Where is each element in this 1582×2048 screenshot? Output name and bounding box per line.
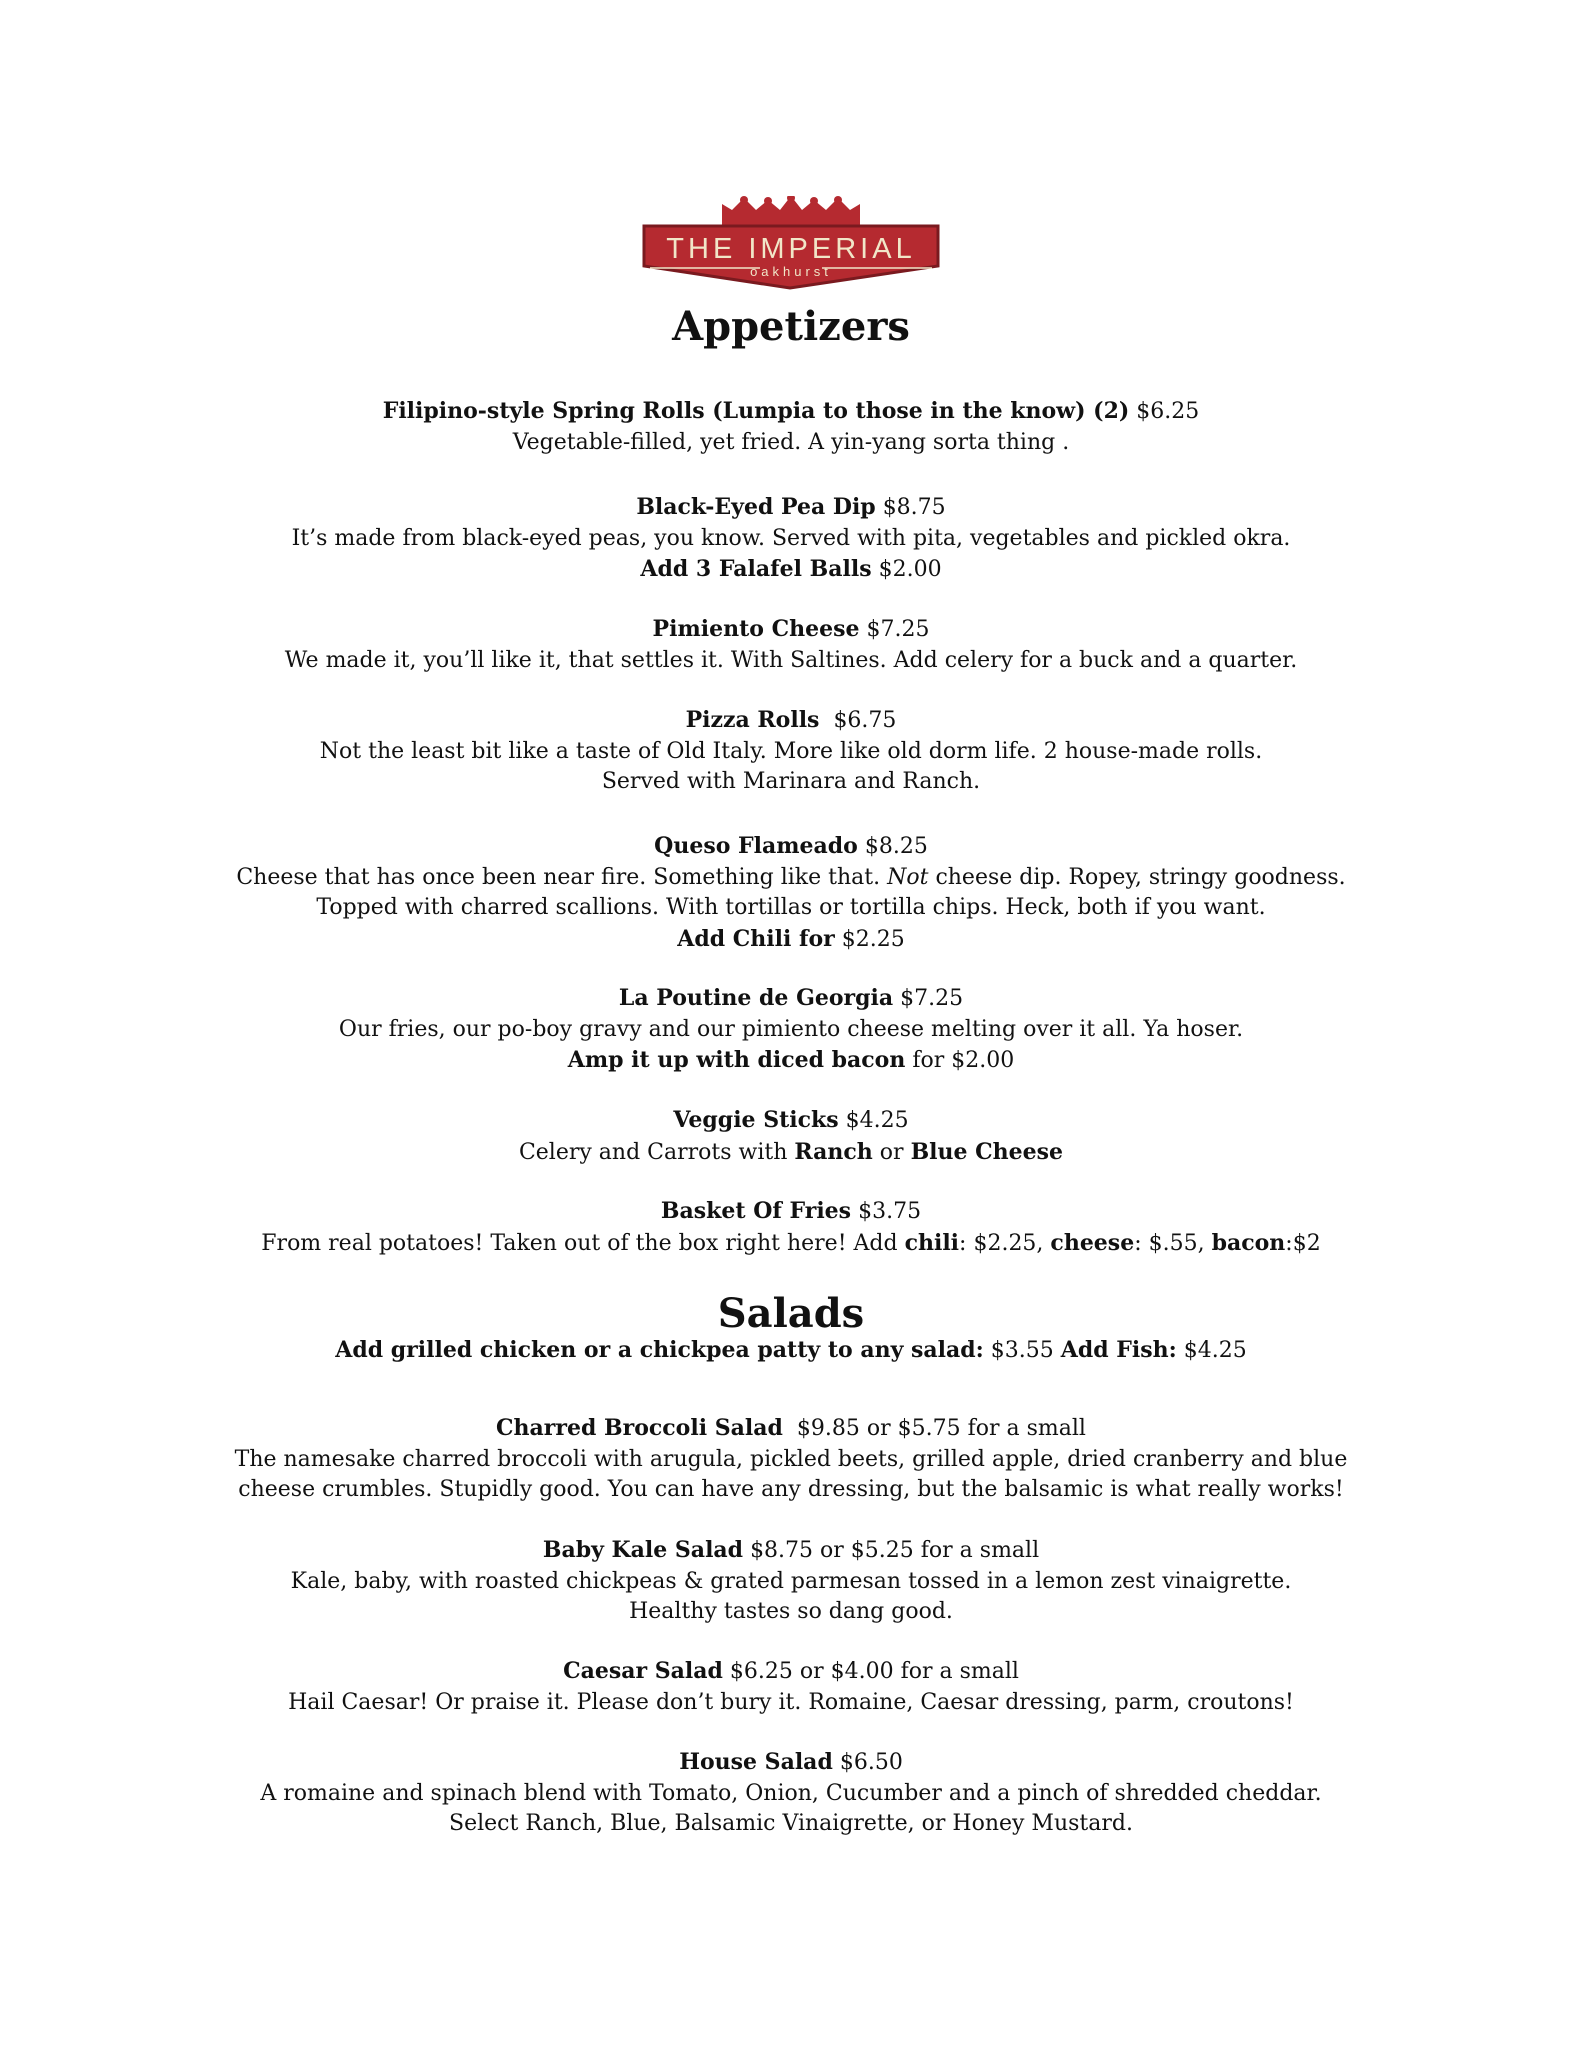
item-addon-label: Add 3 Falafel Balls [640,556,872,582]
item-name: Charred Broccoli Salad [496,1415,783,1441]
item-name: Queso Flameado [654,833,858,859]
menu-item-veggie-sticks [60,1105,1522,1168]
item-description: cheese crumbles. Stupidly good. You can have any dressing, but the balsamic is what really works! [238,1477,1344,1502]
item-description: Select Ranch, Blue, Balsamic Vinaigrette, or Honey Mustard. [449,1811,1133,1836]
item-description: Vegetable-filled, yet fried. A yin-yang sorta thing . [512,429,1070,455]
item-addon-label: Amp it up with diced bacon [567,1047,906,1073]
item-price: $6.75 [833,708,897,733]
item-description: It’s made from black-eyed peas, you know. Served with pita, vegetables and pickled okra. [291,525,1291,551]
item-description: Kale, baby, with roasted chickpeas & grated parmesan tossed in a lemon zest vinaigrette. [290,1568,1292,1594]
item-price: $8.75 or $5.25 for a small [750,1538,1040,1563]
menu-item-house-salad [60,1747,1522,1840]
salad-addons [60,1335,1522,1367]
item-description: Celery and Carrots with Ranch or Blue Cheese [518,1138,1064,1165]
item-price: $6.50 [839,1750,903,1775]
appetizers-heading: Appetizers [672,303,910,350]
item-description: Cheese that has once been near fire. Something like that. Not cheese dip. Ropey, stringy goodness. [236,864,1346,890]
menu-item-black-eyed-pea-dip [60,492,1522,586]
item-description: A romaine and spinach blend with Tomato, Onion, Cucumber and a pinch of shredded cheddar. [260,1780,1322,1806]
item-price: $8.25 [864,834,928,859]
item-price: $9.85 or $5.75 for a small [796,1416,1086,1441]
addon-price: $3.55 [990,1338,1054,1363]
item-addon-price: for $2.00 [912,1048,1015,1073]
item-price: $3.75 [858,1199,922,1224]
item-description: We made it, you’ll like it, that settles it. With Saltines. Add celery for a buck and a quarter. [284,647,1298,673]
item-price: $4.25 [845,1108,909,1133]
addon-label: Add grilled chicken or a chickpea patty to any salad: [335,1337,984,1363]
item-price: $6.25 [1136,399,1200,424]
restaurant-logo [640,196,942,292]
item-addon-price: $2.25 [841,926,905,952]
item-name: Caesar Salad [563,1658,723,1684]
item-name: Veggie Sticks [673,1107,839,1133]
item-name: Pimiento Cheese [652,616,860,642]
item-description: Healthy tastes so dang good. [629,1599,953,1624]
item-name: Pizza Rolls [685,707,820,733]
item-description: Hail Caesar! Or praise it. Please don’t bury it. Romaine, Caesar dressing, parm, croutons! [288,1689,1294,1715]
item-name: La Poutine de Georgia [618,985,894,1011]
item-name: Black-Eyed Pea Dip [636,494,876,520]
item-description: From real potatoes! Taken out of the box right here! Add chili: $2.25, cheese: $.55, bacon:$2 [261,1229,1321,1256]
item-name: Baby Kale Salad [542,1537,744,1563]
menu-item-pimiento-cheese [60,614,1522,676]
item-description: Topped with charred scallions. With tortillas or tortilla chips. Heck, both if you want. [316,895,1266,920]
menu-item-pizza-rolls [60,705,1522,798]
menu-item-spring-rolls [60,396,1522,458]
menu-item-poutine [60,983,1522,1077]
logo-location: oakhurst [750,264,832,279]
salads-heading: Salads [717,1290,865,1337]
item-name: Filipino-style Spring Rolls (Lumpia to those in the know) (2) [382,398,1130,424]
logo-name: THE IMPERIAL [666,233,916,265]
item-price: $7.25 [866,617,930,642]
item-price: $7.25 [900,986,964,1011]
menu-item-baby-kale-salad [60,1535,1522,1628]
item-description: Our fries, our po-boy gravy and our pimiento cheese melting over it all. Ya hoser. [338,1016,1244,1042]
item-price: $6.25 or $4.00 for a small [729,1659,1019,1684]
menu-item-queso-flameado [60,831,1522,955]
addon-label: Add Fish: [1060,1337,1177,1363]
item-price: $8.75 [882,495,946,520]
item-description: The namesake charred broccoli with arugula, pickled beets, grilled apple, dried cranberry and blue [234,1446,1348,1472]
addon-price: $4.25 [1183,1338,1247,1363]
menu-item-basket-of-fries [60,1196,1522,1259]
menu-item-charred-broccoli-salad [60,1413,1522,1506]
item-addon-price: $2.00 [878,557,942,582]
item-description: Served with Marinara and Ranch. [601,769,981,794]
item-name: Basket Of Fries [660,1198,852,1224]
item-name: House Salad [679,1749,833,1775]
menu-item-caesar-salad [60,1656,1522,1718]
item-description: Not the least bit like a taste of Old Italy. More like old dorm life. 2 house-made rolls. [319,738,1263,764]
item-addon-label: Add Chili for [677,925,835,952]
